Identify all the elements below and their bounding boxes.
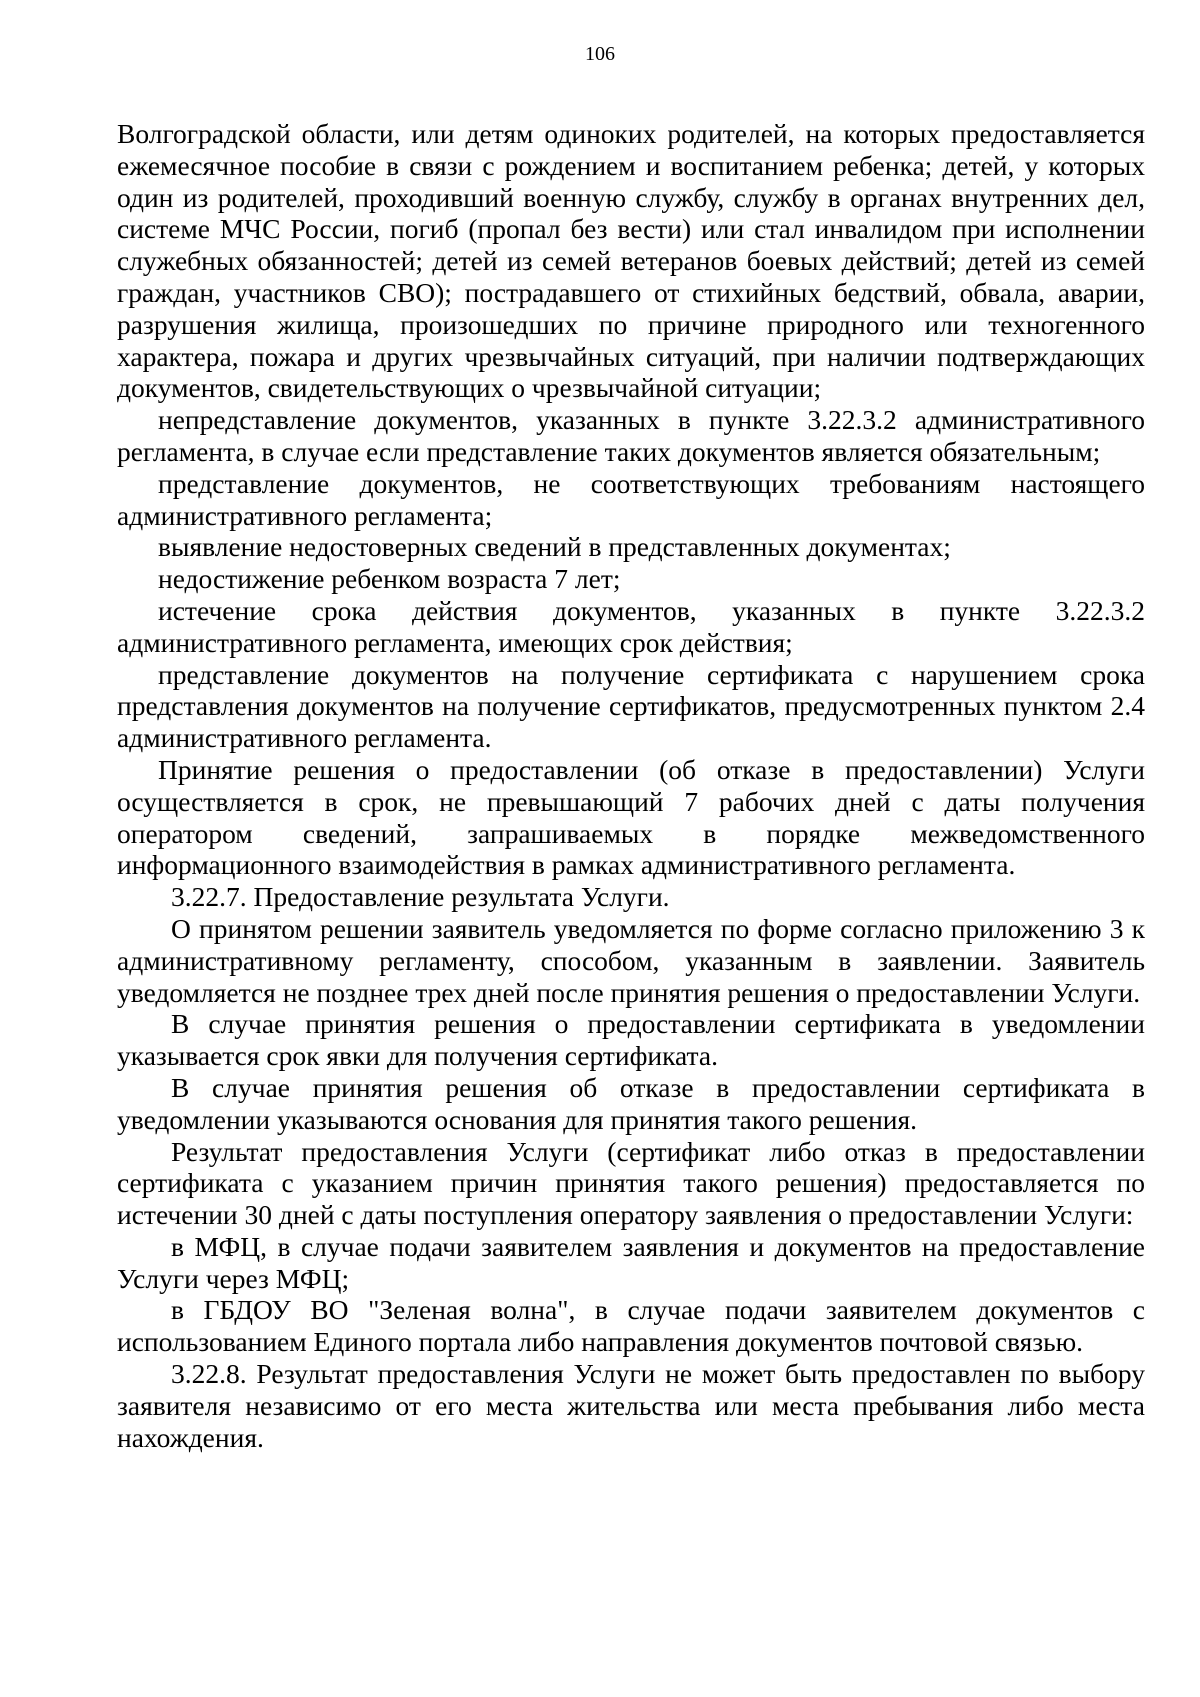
list-item-gbdou: в ГБДОУ ВО "Зеленая волна", в случае подачи заявителем документов с использованием Единого портала либо направления документов почтовой связью. <box>117 1294 1145 1358</box>
list-item-noncompliant-documents: представление документов, не соответствующих требованиям настоящего административного регламента; <box>117 467 1145 531</box>
section-paragraph-3-22-8: 3.22.8. Результат предоставления Услуги не может быть предоставлен по выбору заявителя независимо от его места жительства или места пребывания либо места нахождения. <box>117 1358 1145 1453</box>
list-item-false-information: выявление недостоверных сведений в представленных документах; <box>158 531 951 563</box>
list-item-age-requirement: недостижение ребенком возраста 7 лет; <box>158 563 621 595</box>
paragraph-approval-notice: В случае принятия решения о предоставлении сертификата в уведомлении указывается срок явки для получения сертификата. <box>117 1008 1145 1072</box>
paragraph-refusal-notice: В случае принятия решения об отказе в предоставлении сертификата в уведомлении указываются основания для принятия такого решения. <box>117 1071 1145 1135</box>
paragraph-continuation: Волгоградской области, или детям одиноких родителей, на которых предоставляется ежемесячное пособие в связи с рождением и воспитанием ребенка; детей, у которых один из родителей, проходивший военную службу, службу в органах внутренних дел, системе МЧС России, погиб (пропал без вести) или стал инвалидом при исполнении служебных обязанностей; детей из семей ветеранов боевых действий; детей из семей граждан, участников СВО); пострадавшего от стихийных бедствий, обвала, аварии, разрушения жилища, произошедших по причине природного или техногенного характера, пожара и других чрезвычайных ситуаций, при наличии подтверждающих документов, свидетельствующих о чрезвычайной ситуации; <box>117 118 1145 404</box>
section-heading-3-22-7: 3.22.7. Предоставление результата Услуги. <box>171 881 670 913</box>
list-item-expired-documents: истечение срока действия документов, указанных в пункте 3.22.3.2 административного регламента, имеющих срок действия; <box>117 594 1145 658</box>
document-body <box>117 118 1145 1453</box>
list-item-mfc: в МФЦ, в случае подачи заявителем заявления и документов на предоставление Услуги через МФЦ; <box>117 1230 1145 1294</box>
list-item-late-submission: представление документов на получение сертификата с нарушением срока представления документов на получение сертификатов, предусмотренных пунктом 2.4 административного регламента. <box>117 658 1145 754</box>
paragraph-result-delivery: Результат предоставления Услуги (сертификат либо отказ в предоставлении сертификата с указанием причин принятия такого решения) предоставляется по истечении 30 дней с даты поступления оператору заявления о предоставлении Услуги: <box>117 1135 1145 1231</box>
paragraph-decision-term: Принятие решения о предоставлении (об отказе в предоставлении) Услуги осуществляется в срок, не превышающий 7 рабочих дней с даты получения оператором сведений, запрашиваемых в порядке межведомственного информационного взаимодействия в рамках административного регламента. <box>117 753 1145 881</box>
page-number: 106 <box>585 43 615 65</box>
list-item-missing-documents: непредставление документов, указанных в пункте 3.22.3.2 административного регламента, в случае если представление таких документов является обязательным; <box>117 404 1145 467</box>
paragraph-notification: О принятом решении заявитель уведомляется по форме согласно приложению 3 к административному регламенту, способом, указанным в заявлении. Заявитель уведомляется не позднее трех дней после принятия решения о предоставлении Услуги. <box>117 912 1145 1008</box>
